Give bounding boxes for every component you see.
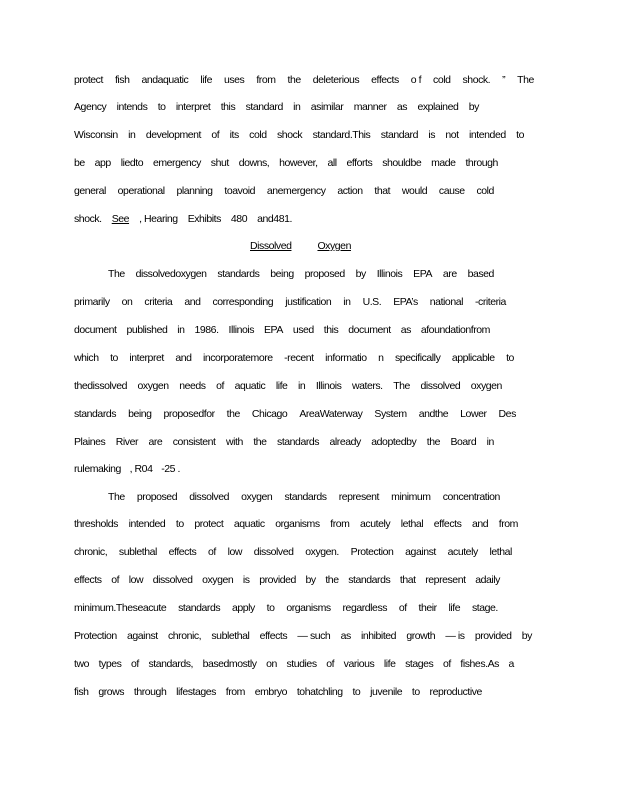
word: of xyxy=(442,658,451,670)
word: oxygen xyxy=(241,491,273,503)
word: shock xyxy=(277,129,303,141)
word: the xyxy=(325,574,339,586)
word: concentration xyxy=(442,491,500,503)
word: thedissolved xyxy=(74,380,127,392)
word: of xyxy=(131,658,139,670)
word: ” xyxy=(502,74,506,86)
word: the xyxy=(253,436,267,448)
word: to xyxy=(506,352,514,364)
word: Dissolved xyxy=(250,240,292,252)
word: Lower xyxy=(460,408,487,420)
word: to xyxy=(411,686,420,698)
word: and xyxy=(175,352,192,364)
word: not xyxy=(445,129,459,141)
word: and481. xyxy=(257,213,292,225)
text-line xyxy=(74,212,292,226)
text-line xyxy=(74,435,494,449)
word: juvenile xyxy=(370,686,403,698)
word: standards xyxy=(284,491,327,503)
word: the xyxy=(426,436,440,448)
word: against xyxy=(405,546,436,558)
word: as xyxy=(400,324,411,336)
word: acutely xyxy=(447,546,478,558)
word: Board xyxy=(450,436,477,448)
word: through xyxy=(133,686,167,698)
word: justification xyxy=(285,296,332,308)
word: from xyxy=(225,686,245,698)
word: stage. xyxy=(471,602,498,614)
word: standard xyxy=(245,101,283,113)
word: anemergency xyxy=(266,185,326,197)
word: informatio xyxy=(325,352,367,364)
word: toavoid xyxy=(224,185,256,197)
text-line xyxy=(74,462,180,476)
word: The xyxy=(108,268,125,280)
word: effects xyxy=(74,574,102,586)
word: document xyxy=(74,324,117,336)
word: in xyxy=(177,324,185,336)
word: be xyxy=(74,157,85,169)
word: U.S. xyxy=(362,296,382,308)
word: to xyxy=(110,352,118,364)
text-line xyxy=(74,601,498,615)
word: n xyxy=(378,352,384,364)
word: manner xyxy=(353,101,387,113)
word: the xyxy=(287,74,301,86)
word: of xyxy=(326,658,335,670)
word: studies xyxy=(286,658,317,670)
word: cold xyxy=(433,74,451,86)
word: emergency xyxy=(152,157,201,169)
word: minimum xyxy=(391,491,431,503)
word: uses xyxy=(223,74,245,86)
word: thresholds xyxy=(74,518,118,530)
word: oxygen xyxy=(470,380,502,392)
word: sublethal xyxy=(118,546,157,558)
word: explained xyxy=(417,101,459,113)
text-line xyxy=(74,379,502,393)
word: in xyxy=(343,296,351,308)
text-line xyxy=(74,407,516,421)
word: shock. xyxy=(462,74,491,86)
text-line xyxy=(108,267,494,281)
word: standards, xyxy=(148,658,193,670)
word: consistent xyxy=(172,436,216,448)
word: this xyxy=(220,101,236,113)
word: of xyxy=(398,602,407,614)
word: of xyxy=(111,574,120,586)
word: to xyxy=(352,686,361,698)
word: organisms xyxy=(275,518,320,530)
word: apply xyxy=(231,602,255,614)
word: dissolved xyxy=(152,574,193,586)
word: EPA’s xyxy=(393,296,418,308)
word: , R04 xyxy=(129,463,153,475)
text-line xyxy=(74,156,498,170)
word: by xyxy=(468,101,479,113)
word: chronic, xyxy=(167,630,202,642)
word: oxygen. xyxy=(305,546,339,558)
word: protect xyxy=(194,518,224,530)
word: lifestages xyxy=(176,686,216,698)
word: represent xyxy=(338,491,379,503)
word: grows xyxy=(98,686,125,698)
word: this xyxy=(323,324,339,336)
word: specifically xyxy=(395,352,441,364)
word: intended xyxy=(469,129,506,141)
word: their xyxy=(418,602,437,614)
text-line xyxy=(108,490,500,504)
word: applicable xyxy=(451,352,495,364)
word: primarily xyxy=(74,296,110,308)
word: sublethal xyxy=(211,630,250,642)
word: standards xyxy=(74,408,117,420)
word: types xyxy=(98,658,122,670)
word: growth xyxy=(406,630,436,642)
word: low xyxy=(227,546,243,558)
word: in xyxy=(293,101,301,113)
word: to xyxy=(175,518,184,530)
word: to xyxy=(157,101,166,113)
section-heading xyxy=(250,239,369,253)
word: Illinois xyxy=(228,324,255,336)
word: standard xyxy=(380,129,418,141)
word: reproductive xyxy=(429,686,482,698)
word: dissolvedoxygen xyxy=(135,268,207,280)
word: dissolved xyxy=(420,380,461,392)
word: national xyxy=(429,296,463,308)
word: embryo xyxy=(254,686,288,698)
word: however, xyxy=(279,157,318,169)
word: with xyxy=(225,436,243,448)
word: to xyxy=(516,129,524,141)
see-citation: See xyxy=(111,213,130,225)
word: as xyxy=(340,630,351,642)
word: which xyxy=(74,352,99,364)
word: that xyxy=(374,185,391,197)
word: fishes.As xyxy=(460,658,499,670)
text-line xyxy=(74,657,514,671)
word: life xyxy=(200,74,212,86)
text-line xyxy=(74,323,490,337)
text-line xyxy=(74,629,532,643)
word: tohatchling xyxy=(296,686,343,698)
word: Oxygen xyxy=(317,240,351,252)
word: all xyxy=(327,157,337,169)
word: stages xyxy=(405,658,434,670)
word: deleterious xyxy=(312,74,360,86)
text-line xyxy=(74,685,482,699)
word: as xyxy=(396,101,408,113)
word: Illinois xyxy=(315,380,342,392)
word: lethal xyxy=(400,518,424,530)
word: proposed xyxy=(136,491,178,503)
word: document xyxy=(348,324,391,336)
word: shock. xyxy=(74,213,102,225)
word: criteria xyxy=(144,296,173,308)
word: app xyxy=(94,157,111,169)
word: incorporatemore xyxy=(202,352,273,364)
word: on xyxy=(266,658,277,670)
word: dissolved xyxy=(253,546,294,558)
word: standards xyxy=(277,436,320,448)
word: standards xyxy=(217,268,260,280)
word: effects xyxy=(433,518,462,530)
word: various xyxy=(343,658,375,670)
word: fish xyxy=(114,74,130,86)
word: afoundationfrom xyxy=(420,324,490,336)
word: in xyxy=(128,129,136,141)
word: used xyxy=(292,324,314,336)
word: inhibited xyxy=(361,630,397,642)
word: Agency xyxy=(74,101,107,113)
word: needs xyxy=(179,380,206,392)
text-line xyxy=(74,100,479,114)
text-line xyxy=(74,573,500,587)
word: -25 . xyxy=(161,463,180,475)
word: downs, xyxy=(238,157,270,169)
word: to xyxy=(266,602,275,614)
word: adaily xyxy=(475,574,500,586)
word: asimilar xyxy=(310,101,344,113)
word: regardless xyxy=(342,602,388,614)
word: is xyxy=(242,574,250,586)
word: chronic, xyxy=(74,546,108,558)
word: effects xyxy=(371,74,399,86)
text-line xyxy=(74,517,518,531)
text-line xyxy=(74,184,494,198)
word: Illinois xyxy=(376,268,403,280)
word: The xyxy=(108,491,125,503)
word: corresponding xyxy=(212,296,274,308)
word: protect xyxy=(74,74,103,86)
word: basedmostly xyxy=(202,658,257,670)
word: against xyxy=(127,630,158,642)
word: minimum.Theseacute xyxy=(74,602,167,614)
word: AreaWaterway xyxy=(299,408,363,420)
word: provided xyxy=(474,630,512,642)
word: two xyxy=(74,658,89,670)
word: are xyxy=(148,436,163,448)
word: made xyxy=(431,157,456,169)
word: action xyxy=(337,185,363,197)
word: published xyxy=(126,324,168,336)
word: andaquatic xyxy=(141,74,189,86)
text-line xyxy=(74,545,512,559)
word: System xyxy=(374,408,407,420)
word: , Hearing xyxy=(139,213,178,225)
word: aquatic xyxy=(233,518,265,530)
word: on xyxy=(121,296,133,308)
word: liedto xyxy=(120,157,144,169)
word: planning xyxy=(176,185,213,197)
word: from xyxy=(330,518,350,530)
word: rulemaking xyxy=(74,463,121,475)
word: standards xyxy=(348,574,391,586)
text-line xyxy=(74,73,534,87)
word: are xyxy=(442,268,457,280)
word: Wisconsin xyxy=(74,129,118,141)
word: being xyxy=(270,268,294,280)
word: EPA xyxy=(264,324,283,336)
word: 480 xyxy=(230,213,248,225)
word: through xyxy=(465,157,498,169)
word: andthe xyxy=(418,408,449,420)
word: the xyxy=(226,408,240,420)
word: intends xyxy=(116,101,148,113)
word: Protection xyxy=(350,546,394,558)
word: its xyxy=(229,129,239,141)
word: already xyxy=(329,436,361,448)
word: cause xyxy=(438,185,465,197)
word: cold xyxy=(476,185,494,197)
word: being xyxy=(128,408,152,420)
word: EPA xyxy=(413,268,433,280)
text-line xyxy=(74,295,506,309)
word: operational xyxy=(117,185,165,197)
word: -recent xyxy=(284,352,314,364)
word: adoptedby xyxy=(371,436,417,448)
word: development xyxy=(145,129,202,141)
word: standard.This xyxy=(312,129,371,141)
word: organisms xyxy=(286,602,331,614)
word: proposedfor xyxy=(163,408,215,420)
word: Exhibits xyxy=(187,213,221,225)
word: Plaines xyxy=(74,436,106,448)
word: from xyxy=(256,74,276,86)
word: that xyxy=(399,574,416,586)
word: proposed xyxy=(304,268,345,280)
word: Chicago xyxy=(251,408,288,420)
word: oxygen xyxy=(137,380,169,392)
word: a xyxy=(508,658,514,670)
word: shut xyxy=(210,157,229,169)
word: aquatic xyxy=(234,380,266,392)
word: and xyxy=(184,296,201,308)
word: by xyxy=(355,268,366,280)
word: — such xyxy=(297,630,331,642)
word: of xyxy=(211,129,220,141)
word: of xyxy=(216,380,225,392)
word: in xyxy=(486,436,494,448)
text-line xyxy=(74,351,514,365)
word: Des xyxy=(498,408,516,420)
word: o f xyxy=(410,74,422,86)
word: waters. xyxy=(351,380,383,392)
word: by xyxy=(521,630,532,642)
word: and xyxy=(472,518,489,530)
word: effects xyxy=(259,630,288,642)
word: intended xyxy=(128,518,166,530)
word: from xyxy=(498,518,518,530)
word: River xyxy=(115,436,139,448)
word: -criteria xyxy=(474,296,506,308)
word: interpret xyxy=(129,352,164,364)
word: general xyxy=(74,185,106,197)
word: lethal xyxy=(489,546,512,558)
word: fish xyxy=(74,686,89,698)
word: effects xyxy=(168,546,197,558)
word: by xyxy=(305,574,316,586)
word: The xyxy=(393,380,410,392)
text-line xyxy=(74,128,524,142)
word: of xyxy=(208,546,216,558)
word: would xyxy=(401,185,428,197)
word: represent xyxy=(425,574,466,586)
word: shouldbe xyxy=(382,157,422,169)
word: is xyxy=(428,129,436,141)
word: 1986. xyxy=(194,324,219,336)
word: dissolved xyxy=(189,491,229,503)
word: — is xyxy=(445,630,465,642)
word: low xyxy=(128,574,144,586)
word: based xyxy=(467,268,494,280)
word: standards xyxy=(178,602,221,614)
word: acutely xyxy=(360,518,391,530)
word: provided xyxy=(259,574,296,586)
word: life xyxy=(448,602,461,614)
word: life xyxy=(275,380,288,392)
word: The xyxy=(517,74,534,86)
word: interpret xyxy=(175,101,211,113)
word: oxygen xyxy=(202,574,234,586)
word: efforts xyxy=(346,157,373,169)
word: in xyxy=(298,380,306,392)
word: cold xyxy=(249,129,267,141)
word: Protection xyxy=(74,630,117,642)
word: life xyxy=(383,658,396,670)
